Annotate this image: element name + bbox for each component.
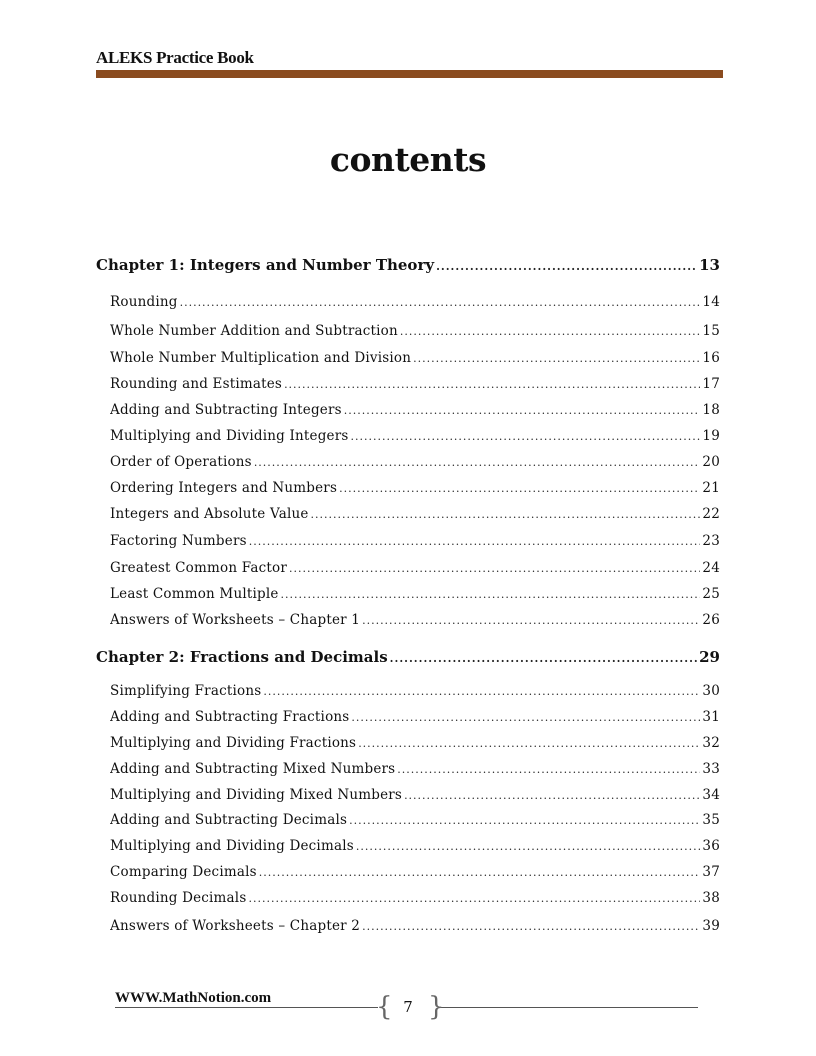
- toc-dot-leader: [351, 430, 701, 443]
- toc-entry-label: Multiplying and Dividing Integers: [110, 428, 349, 444]
- toc-entry-page: 31: [702, 709, 720, 725]
- toc-entry-label: Rounding: [110, 294, 178, 310]
- toc-entry-page: 36: [702, 838, 720, 854]
- toc-dot-leader: [397, 763, 700, 776]
- toc-entry-label: Factoring Numbers: [110, 533, 247, 549]
- toc-entry-label: Adding and Subtracting Decimals: [110, 812, 348, 828]
- toc-section-entry: [110, 864, 720, 884]
- toc-dot-leader: [404, 789, 700, 802]
- toc-entry-page: 20: [702, 454, 720, 470]
- toc-entry-label: Whole Number Multiplication and Division: [110, 350, 412, 366]
- toc-entry-label: Order of Operations: [110, 454, 252, 470]
- toc-section-entry: [110, 428, 720, 448]
- toc-dot-leader: [390, 652, 697, 665]
- toc-entry-label: Adding and Subtracting Fractions: [110, 709, 350, 725]
- footer-bracket-left: {: [376, 992, 393, 1022]
- toc-dot-leader: [362, 614, 700, 627]
- toc-entry-page: 34: [702, 787, 720, 803]
- toc-entry-page: 18: [702, 402, 720, 418]
- toc-entry-label: Integers and Absolute Value: [110, 506, 309, 522]
- toc-entry-page: 19: [702, 428, 720, 444]
- toc-entry-label: Rounding and Estimates: [110, 376, 283, 392]
- toc-entry-label: Whole Number Addition and Subtraction: [110, 323, 398, 339]
- toc-entry-page: 24: [702, 560, 720, 576]
- toc-dot-leader: [249, 535, 701, 548]
- toc-entry-label: Adding and Subtracting Mixed Numbers: [110, 761, 396, 777]
- toc-section-entry: [110, 612, 720, 632]
- toc-dot-leader: [362, 920, 700, 933]
- page-title: contents: [329, 140, 487, 179]
- toc-dot-leader: [284, 378, 700, 391]
- toc-entry-label: Multiplying and Dividing Fractions: [110, 735, 357, 751]
- toc-section-entry: [110, 812, 720, 832]
- toc-dot-leader: [259, 866, 701, 879]
- toc-dot-leader: [349, 814, 700, 827]
- toc-dot-leader: [356, 840, 701, 853]
- toc-entry-page: 21: [702, 480, 720, 496]
- toc-dot-leader: [400, 325, 701, 338]
- toc-section-entry: [110, 402, 720, 422]
- toc-section-entry: [110, 735, 720, 755]
- toc-section-entry: [110, 838, 720, 858]
- toc-section-entry: [110, 376, 720, 396]
- toc-section-entry: [110, 350, 720, 370]
- toc-dot-leader: [344, 404, 701, 417]
- toc-entry-label: Chapter 1: Integers and Number Theory: [96, 256, 435, 274]
- toc-entry-label: Ordering Integers and Numbers: [110, 480, 338, 496]
- toc-dot-leader: [289, 562, 700, 575]
- toc-entry-page: 16: [702, 350, 720, 366]
- toc-dot-leader: [263, 685, 700, 698]
- toc-entry-page: 30: [702, 683, 720, 699]
- footer-rule-left: [115, 1007, 378, 1008]
- toc-section-entry: [110, 323, 720, 343]
- footer-rule-right: [440, 1007, 698, 1008]
- header-rule: [96, 70, 723, 78]
- book-title: ALEKS Practice Book: [96, 48, 254, 67]
- toc-section-entry: [110, 533, 720, 553]
- toc-entry-label: Answers of Worksheets – Chapter 2: [110, 918, 361, 934]
- toc-entry-page: 32: [702, 735, 720, 751]
- toc-entry-label: Rounding Decimals: [110, 890, 247, 906]
- toc-dot-leader: [180, 296, 701, 309]
- toc-entry-label: Multiplying and Dividing Decimals: [110, 838, 354, 854]
- toc-dot-leader: [358, 737, 700, 750]
- toc-entry-label: Multiplying and Dividing Mixed Numbers: [110, 787, 403, 803]
- footer-website: WWW.MathNotion.com: [115, 990, 272, 1006]
- toc-dot-leader: [281, 588, 701, 601]
- toc-section-entry: [110, 506, 720, 526]
- toc-entry-label: Adding and Subtracting Integers: [110, 402, 342, 418]
- toc-entry-page: 17: [702, 376, 720, 392]
- toc-dot-leader: [311, 508, 701, 521]
- toc-section-entry: [110, 454, 720, 474]
- toc-section-entry: [110, 294, 720, 314]
- toc-section-entry: [110, 761, 720, 781]
- toc-dot-leader: [248, 892, 700, 905]
- toc-section-entry: [110, 918, 720, 938]
- toc-dot-leader: [413, 352, 700, 365]
- toc-section-entry: [110, 709, 720, 729]
- toc-entry-page: 35: [702, 812, 720, 828]
- toc-dot-leader: [436, 260, 697, 273]
- toc-entry-label: Answers of Worksheets – Chapter 1: [110, 612, 361, 628]
- toc-entry-page: 23: [702, 533, 720, 549]
- toc-entry-page: 39: [702, 918, 720, 934]
- toc-section-entry: [110, 787, 720, 807]
- footer-bracket-right: }: [428, 992, 445, 1022]
- toc-entry-page: 37: [702, 864, 720, 880]
- toc-entry-label: Comparing Decimals: [110, 864, 257, 880]
- page-number: 7: [403, 998, 413, 1016]
- toc-dot-leader: [254, 456, 701, 469]
- toc-entry-page: 13: [699, 256, 720, 274]
- toc-section-entry: [110, 560, 720, 580]
- toc-section-entry: [110, 480, 720, 500]
- toc-entry-page: 26: [702, 612, 720, 628]
- toc-entry-page: 22: [702, 506, 720, 522]
- toc-entry-page: 15: [702, 323, 720, 339]
- toc-entry-page: 29: [699, 648, 720, 666]
- toc-entry-label: Greatest Common Factor: [110, 560, 287, 576]
- toc-section-entry: [110, 890, 720, 910]
- toc-entry-label: Least Common Multiple: [110, 586, 279, 602]
- toc-entry-page: 38: [702, 890, 720, 906]
- toc-entry-label: Chapter 2: Fractions and Decimals: [96, 648, 388, 666]
- toc-entry-page: 33: [702, 761, 720, 777]
- toc-section-entry: [110, 586, 720, 606]
- toc-chapter-entry: [96, 648, 720, 668]
- toc-entry-label: Simplifying Fractions: [110, 683, 262, 699]
- toc-dot-leader: [351, 711, 700, 724]
- toc-dot-leader: [339, 482, 700, 495]
- toc-entry-page: 14: [702, 294, 720, 310]
- toc-chapter-entry: [96, 256, 720, 276]
- toc-section-entry: [110, 683, 720, 703]
- toc-entry-page: 25: [702, 586, 720, 602]
